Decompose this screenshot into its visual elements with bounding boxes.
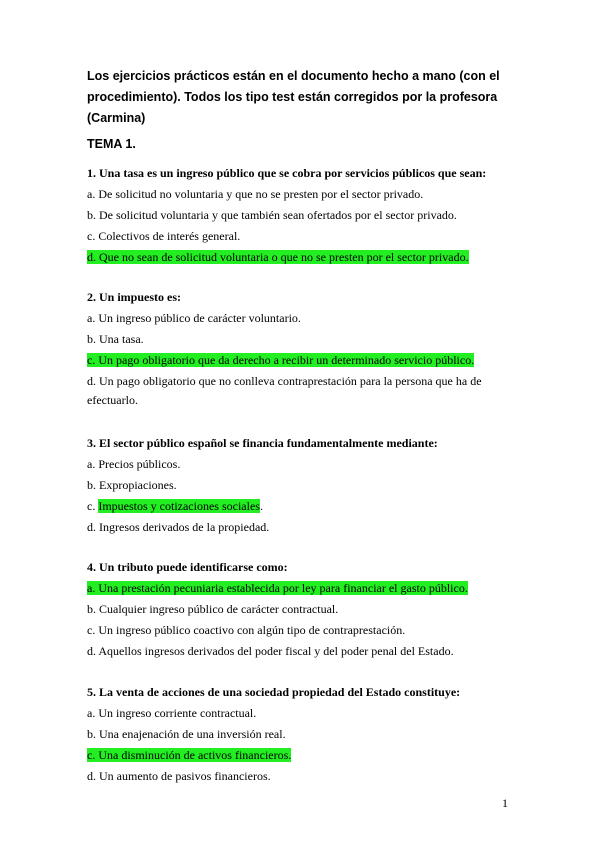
option-text: d. Un pago obligatorio que no conlleva contraprestación para la persona que ha de efectuarlo. (87, 374, 482, 407)
option-c-correct (87, 351, 527, 372)
option-text: d. Aquellos ingresos derivados del poder fiscal y del poder penal del Estado. (87, 644, 454, 658)
question-title: 3. El sector público español se financia fundamentalmente mediante: (87, 436, 438, 450)
question-title: 4. Un tributo puede identificarse como: (87, 560, 288, 574)
option-b (87, 206, 527, 227)
option-a (87, 309, 527, 330)
question-title: 2. Un impuesto es: (87, 290, 182, 304)
option-text: c. Colectivos de interés general. (87, 229, 241, 243)
option-b (87, 330, 527, 351)
question-3 (87, 434, 527, 539)
correct-answer-highlight: c. Un pago obligatorio que da derecho a recibir un determinado servicio público. (87, 353, 475, 367)
option-d (87, 767, 527, 788)
option-d-correct (87, 248, 527, 269)
option-c (87, 621, 527, 642)
option-text: b. Una tasa. (87, 332, 144, 346)
question-title: 1. Una tasa es un ingreso público que se cobra por servicios públicos que sean: (87, 166, 487, 180)
option-text: b. Una enajenación de una inversión real. (87, 727, 286, 741)
option-text: b. Expropiaciones. (87, 478, 177, 492)
option-b (87, 476, 527, 497)
question-2 (87, 288, 527, 410)
option-suffix: . (259, 499, 263, 513)
option-d (87, 642, 527, 663)
option-a-correct (87, 579, 527, 600)
option-text: a. Precios públicos. (87, 457, 181, 471)
option-text: b. Cualquier ingreso público de carácter contractual. (87, 602, 339, 616)
correct-answer-highlight: Impuestos y cotizaciones sociales (98, 499, 260, 513)
correct-answer-highlight: d. Que no sean de solicitud voluntaria o que no se presten por el sector privado. (87, 250, 469, 264)
option-d (87, 372, 507, 410)
option-prefix: c. (87, 499, 99, 513)
option-b (87, 725, 527, 746)
correct-answer-highlight: c. Una disminución de activos financieros. (87, 748, 292, 762)
page-number: 1 (502, 796, 508, 810)
option-a (87, 185, 527, 206)
question-5 (87, 683, 527, 788)
question-title: 5. La venta de acciones de una sociedad propiedad del Estado constituye: (87, 685, 461, 699)
option-c-correct (87, 746, 527, 767)
option-c (87, 227, 527, 248)
option-text: d. Un aumento de pasivos financieros. (87, 769, 271, 783)
section-title: TEMA 1. (87, 137, 136, 151)
option-text: a. Un ingreso público de carácter voluntario. (87, 311, 301, 325)
option-a (87, 455, 527, 476)
question-4 (87, 558, 527, 663)
option-c-correct (87, 497, 527, 518)
option-b (87, 600, 527, 621)
correct-answer-highlight: a. Una prestación pecuniaria establecida por ley para financiar el gasto público. (87, 581, 468, 595)
intro-note: Los ejercicios prácticos están en el documento hecho a mano (con el procedimiento). Todos los tipo test están corregidos por la profesora (Carmina) (87, 69, 500, 125)
option-text: d. Ingresos derivados de la propiedad. (87, 520, 270, 534)
option-text: b. De solicitud voluntaria y que también sean ofertados por el sector privado. (87, 208, 457, 222)
option-text: c. Un ingreso público coactivo con algún tipo de contraprestación. (87, 623, 406, 637)
option-text: a. Un ingreso corriente contractual. (87, 706, 257, 720)
question-1 (87, 164, 527, 269)
option-d (87, 518, 527, 539)
option-text: a. De solicitud no voluntaria y que no se presten por el sector privado. (87, 187, 424, 201)
option-a (87, 704, 527, 725)
